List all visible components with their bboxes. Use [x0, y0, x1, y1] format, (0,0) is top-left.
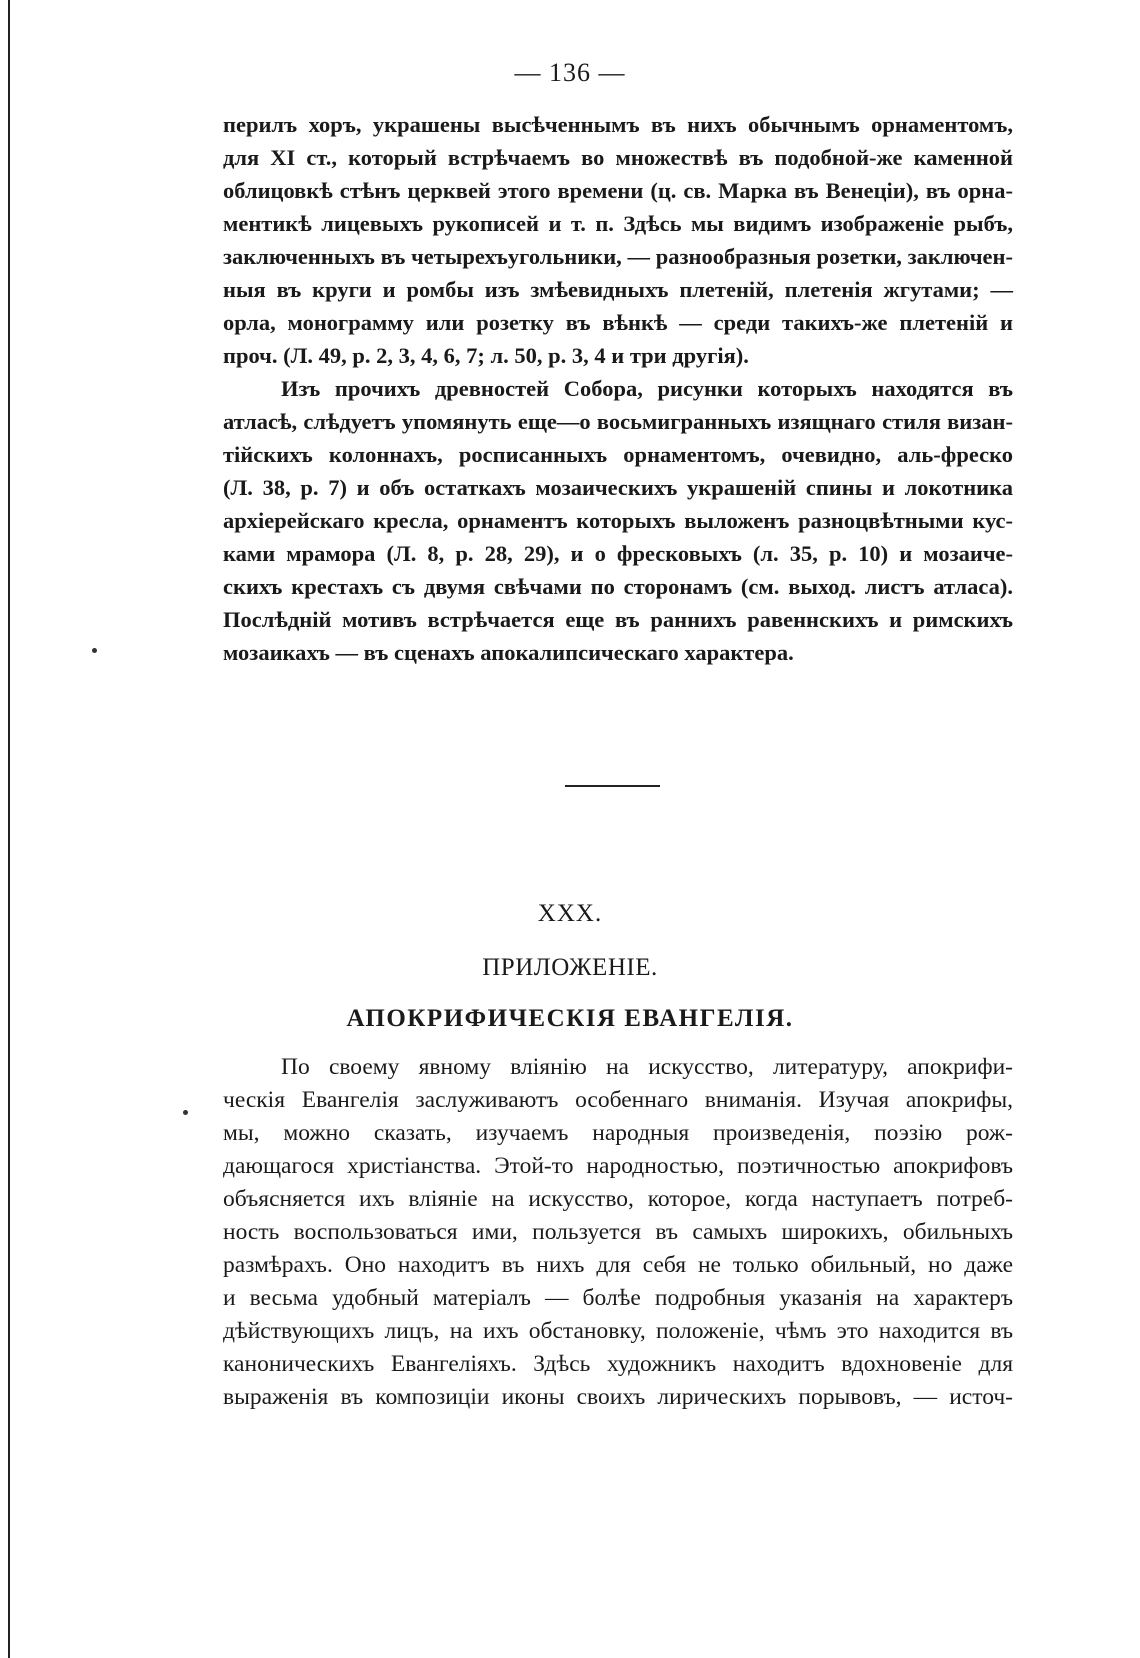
paragraph-3	[223, 1051, 1013, 1414]
text-line: ность воспользоваться ими, пользуется въ самыхъ широкихъ, обильныхъ	[223, 1219, 1013, 1245]
paragraph-2	[223, 372, 1013, 669]
text-line: выраженія въ композиціи иконы своихъ лирическихъ порывовъ, — источ-	[223, 1384, 1013, 1410]
text-line: (Л. 38, р. 7) и объ остаткахъ мозаическихъ украшеній спины и локотника	[223, 475, 1013, 500]
scan-speck	[92, 648, 97, 653]
text-line: облицовкѣ стѣнъ церквей этого времени (ц. св. Марка въ Венеціи), въ орна-	[223, 178, 1013, 203]
text-line: архіерейскаго кресла, орнаментъ которыхъ выложенъ разноцвѣтными кус-	[223, 508, 1013, 533]
text-line: Послѣдній мотивъ встрѣчается еще въ раннихъ равеннскихъ и римскихъ	[223, 607, 1013, 632]
paragraph-1	[223, 108, 1013, 372]
scan-edge-line	[8, 0, 10, 1658]
text-line: заключенныхъ въ четырехъугольники, — разнообразныя розетки, заключен-	[223, 244, 1013, 269]
text-line: каноническихъ Евангеліяхъ. Здѣсь художникъ находитъ вдохновеніе для	[223, 1351, 1013, 1377]
text-line: проч. (Л. 49, р. 2, 3, 4, 6, 7; л. 50, р. 3, 4 и три другія).	[223, 343, 749, 368]
text-line: орла, монограмму или розетку въ вѣнкѣ — среди такихъ-же плетеній и	[223, 310, 1013, 335]
text-line: мозаикахъ — въ сценахъ апокалипсическаго характера.	[223, 640, 794, 665]
text-line: ныя въ круги и ромбы изъ змѣевидныхъ плетеній, плетенія жгутами; —	[223, 277, 1013, 302]
text-line: дѣйствующихъ лицъ, на ихъ обстановку, положеніе, чѣмъ это находится въ	[223, 1318, 1013, 1344]
text-line: объясняется ихъ вліяніе на искусство, которое, когда наступаетъ потреб-	[223, 1186, 1013, 1212]
page-number: — 136 —	[514, 58, 626, 87]
text-line: тійскихъ колоннахъ, росписанныхъ орнаментомъ, очевидно, аль-фреско	[223, 442, 1013, 467]
text-line: Изъ прочихъ древностей Собора, рисунки которыхъ находятся въ	[281, 376, 1013, 401]
section-divider	[565, 785, 660, 787]
section-subtitle: ПРИЛОЖЕНІЕ.	[482, 954, 658, 981]
text-line: и весьма удобный матеріалъ — болѣе подробныя указанія на характеръ	[223, 1285, 1013, 1311]
text-line: дающагося христіанства. Этой-то народностью, поэтичностью апокрифовъ	[223, 1153, 1013, 1179]
text-line: перилъ хоръ, украшены высѣченнымъ въ нихъ обычнымъ орнаментомъ,	[223, 112, 1013, 137]
text-line: атласѣ, слѣдуетъ упомянуть еще—о восьмигранныхъ изящнаго стиля визан-	[223, 409, 1013, 434]
text-line: скихъ крестахъ съ двумя свѣчами по сторонамъ (см. выход. листъ атласа).	[223, 574, 1013, 599]
text-line: По своему явному вліянію на искусство, литературу, апокрифи-	[281, 1054, 1013, 1080]
scan-speck	[183, 1110, 188, 1115]
text-line: ками мрамора (Л. 8, р. 28, 29), и о фресковыхъ (л. 35, р. 10) и мозаиче-	[223, 541, 1013, 566]
text-line: мы, можно сказать, изучаемъ народныя произведенія, поэзію рож-	[223, 1120, 1013, 1146]
text-line: ментикѣ лицевыхъ рукописей и т. п. Здѣсь мы видимъ изображеніе рыбъ,	[223, 211, 1013, 236]
text-line: для XI ст., который встрѣчаемъ во множествѣ въ подобной-же каменной	[223, 145, 1013, 170]
section-number: XXX.	[537, 900, 603, 927]
section-title: АПОКРИФИЧЕСКІЯ ЕВАНГЕЛІЯ.	[346, 1005, 794, 1032]
text-line: ческія Евангелія заслуживаютъ особеннаго вниманія. Изучая апокрифы,	[223, 1087, 1013, 1113]
text-line: размѣрахъ. Оно находитъ въ нихъ для себя не только обильный, но даже	[223, 1252, 1013, 1278]
